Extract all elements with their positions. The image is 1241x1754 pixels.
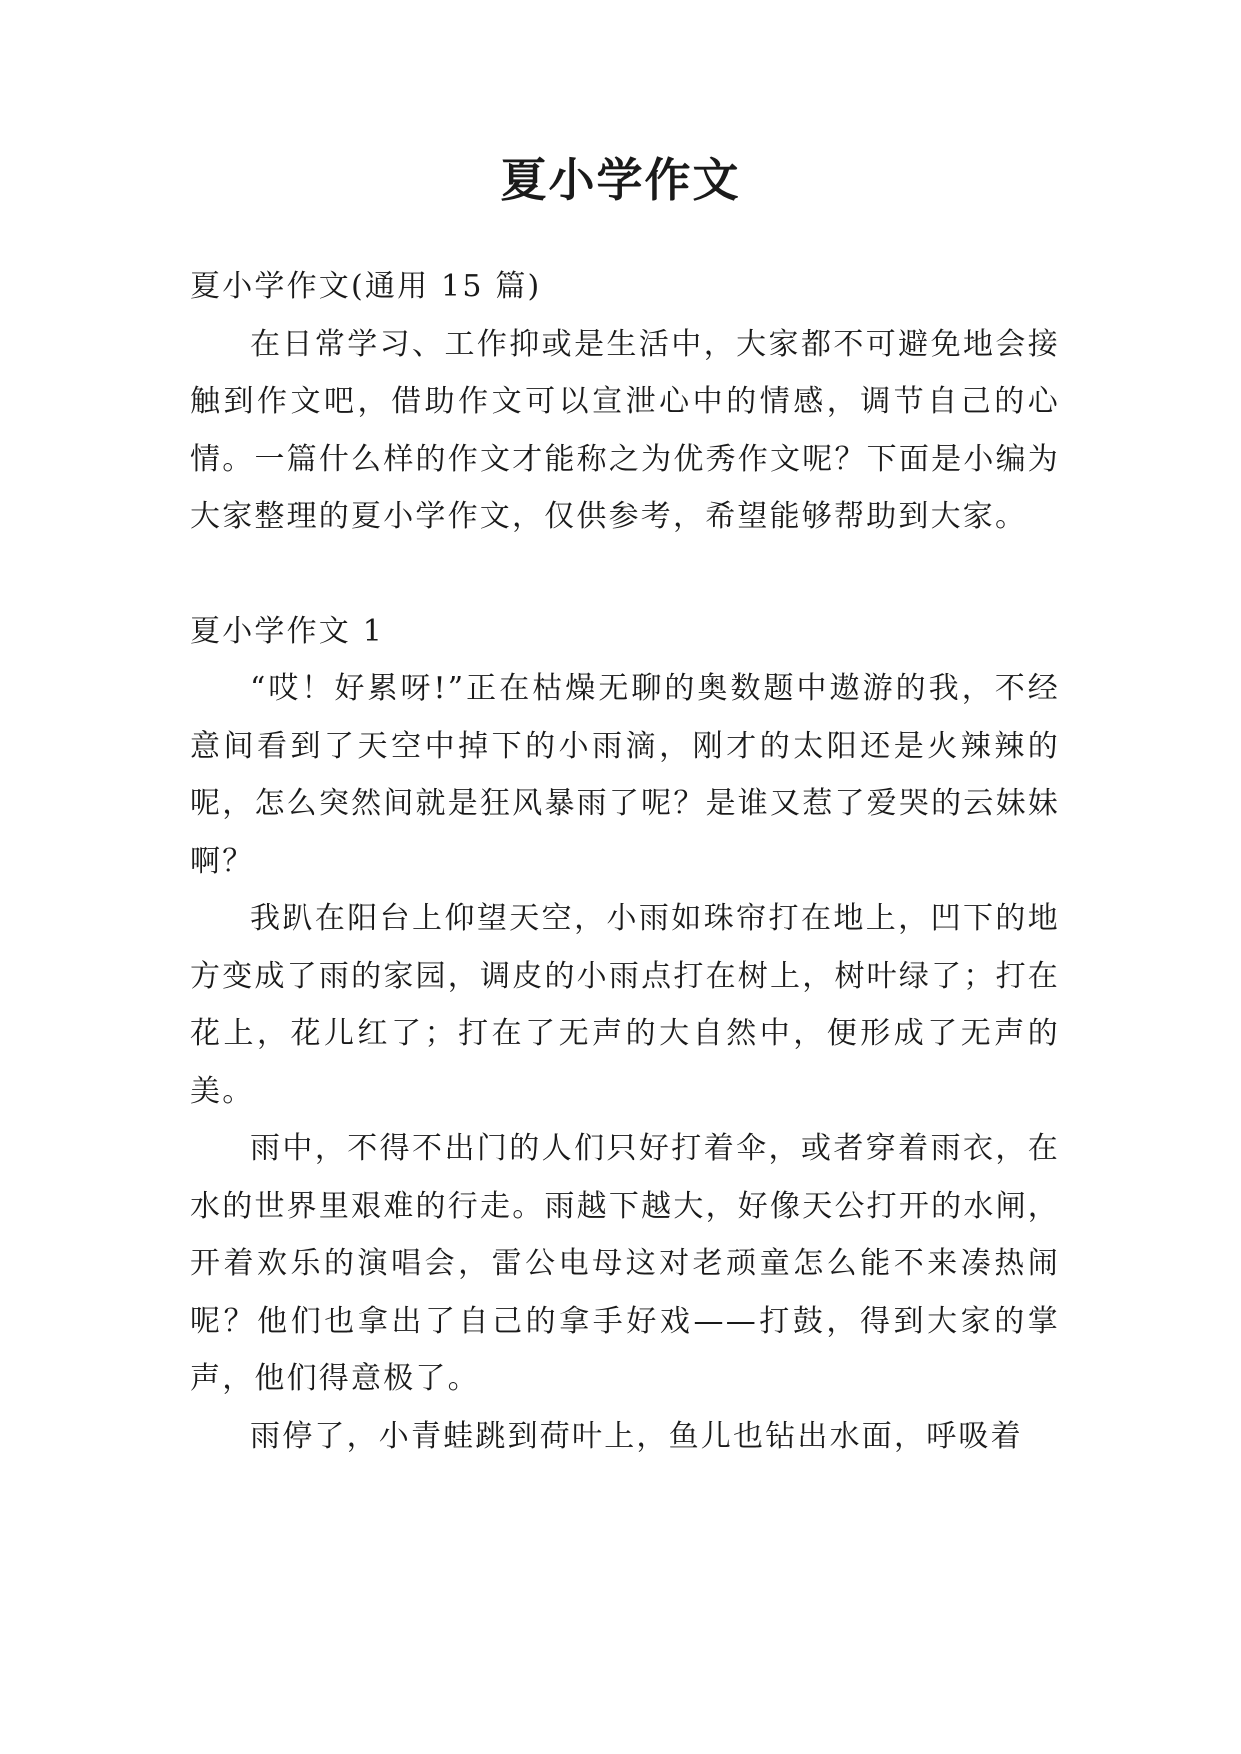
- section-heading: 夏小学作文 1: [190, 613, 385, 649]
- paragraph: 我趴在阳台上仰望天空，小雨如珠帘打在地上，凹下的地方变成了雨的家园，调皮的小雨点打在树上，树叶绿了；打在花上，花儿红了；打在了无声的大自然中，便形成了无声的美。: [190, 901, 1060, 1109]
- document-body: [190, 258, 1060, 1465]
- subtitle: 夏小学作文(通用 15 篇): [190, 269, 542, 304]
- paragraph: “哎！好累呀!”正在枯燥无聊的奥数题中遨游的我，不经意间看到了天空中掉下的小雨滴，刚才的太阳还是火辣辣的呢，怎么突然间就是狂风暴雨了呢？是谁又惹了爱哭的云妹妹啊？: [190, 671, 1060, 879]
- section-spacer: [190, 546, 1060, 603]
- document-title: 夏小学作文: [500, 153, 741, 207]
- paragraph: 雨中，不得不出门的人们只好打着伞，或者穿着雨衣，在水的世界里艰难的行走。雨越下越大，好像天公打开的水闸，开着欢乐的演唱会，雷公电母这对老顽童怎么能不来凑热闹呢？他们也拿出了自己的拿手好戏——打鼓，得到大家的掌声，他们得意极了。: [190, 1131, 1060, 1396]
- intro-paragraph: 在日常学习、工作抑或是生活中，大家都不可避免地会接触到作文吧，借助作文可以宣泄心中的情感，调节自己的心情。一篇什么样的作文才能称之为优秀作文呢？下面是小编为大家整理的夏小学作文，仅供参考，希望能够帮助到大家。: [190, 326, 1060, 534]
- paragraph: 雨停了，小青蛙跳到荷叶上，鱼儿也钻出水面，呼吸着: [250, 1418, 1023, 1454]
